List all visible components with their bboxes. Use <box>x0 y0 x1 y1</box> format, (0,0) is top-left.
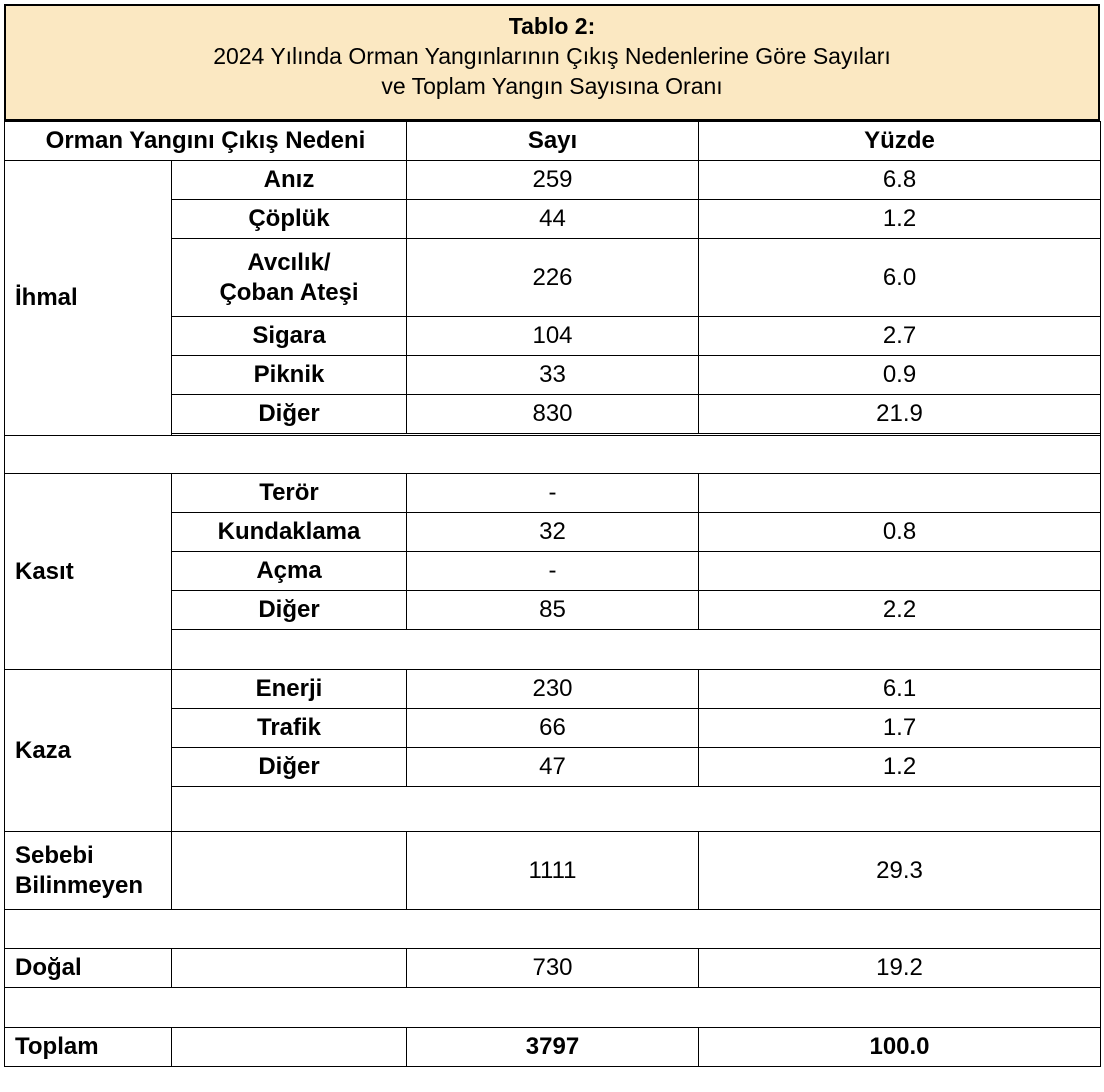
subcause-cell: Çöplük <box>172 200 407 239</box>
header-count: Sayı <box>407 122 699 161</box>
gap-row <box>5 910 1101 949</box>
count-cell: 85 <box>407 591 699 630</box>
table-row <box>5 832 1101 910</box>
percent-cell: 6.8 <box>699 161 1101 200</box>
table-title-label: Tablo 2: <box>508 13 596 39</box>
percent-cell: 1.2 <box>699 200 1101 239</box>
gap-cell <box>172 630 1101 670</box>
total-row <box>5 1028 1101 1067</box>
table-row <box>5 474 1101 513</box>
table-row <box>5 161 1101 200</box>
count-cell: 32 <box>407 513 699 552</box>
subcause-cell: Kundaklama <box>172 513 407 552</box>
percent-cell <box>699 552 1101 591</box>
count-cell: 44 <box>407 200 699 239</box>
table-title-line3: ve Toplam Yangın Sayısına Oranı <box>381 73 723 99</box>
count-cell: 226 <box>407 239 699 317</box>
table-row <box>5 949 1101 988</box>
percent-cell: 1.7 <box>699 709 1101 748</box>
percent-cell: 0.9 <box>699 356 1101 395</box>
header-percent: Yüzde <box>699 122 1101 161</box>
header-row <box>5 122 1101 161</box>
gap-cell <box>172 787 1101 832</box>
percent-cell: 6.1 <box>699 670 1101 709</box>
count-cell: - <box>407 552 699 591</box>
subcause-cell <box>172 239 407 317</box>
total-percent-cell: 100.0 <box>699 1028 1101 1067</box>
subcause-cell: Diğer <box>172 748 407 787</box>
subcause-line2: Çoban Ateşi <box>219 278 359 306</box>
percent-cell: 21.9 <box>699 395 1101 434</box>
category-line2: Bilinmeyen <box>15 871 144 899</box>
category-dogal: Doğal <box>5 949 172 988</box>
category-ihmal: İhmal <box>5 161 172 436</box>
category-kasit: Kasıt <box>5 474 172 670</box>
gap-cell <box>5 988 1101 1028</box>
percent-cell: 2.7 <box>699 317 1101 356</box>
count-cell: 66 <box>407 709 699 748</box>
empty-cell <box>172 949 407 988</box>
empty-cell <box>172 832 407 910</box>
subcause-cell: Anız <box>172 161 407 200</box>
subcause-cell: Enerji <box>172 670 407 709</box>
percent-cell: 29.3 <box>699 832 1101 910</box>
count-cell: 104 <box>407 317 699 356</box>
count-cell: 730 <box>407 949 699 988</box>
percent-cell: 1.2 <box>699 748 1101 787</box>
gap-row <box>5 436 1101 474</box>
table-title-line2: 2024 Yılında Orman Yangınlarının Çıkış Nedenlerine Göre Sayıları <box>213 43 891 69</box>
count-cell: 230 <box>407 670 699 709</box>
count-cell: 33 <box>407 356 699 395</box>
subcause-cell: Trafik <box>172 709 407 748</box>
category-toplam: Toplam <box>5 1028 172 1067</box>
subcause-cell: Piknik <box>172 356 407 395</box>
subcause-cell: Diğer <box>172 395 407 434</box>
percent-cell: 2.2 <box>699 591 1101 630</box>
percent-cell: 0.8 <box>699 513 1101 552</box>
subcause-cell: Açma <box>172 552 407 591</box>
percent-cell: 19.2 <box>699 949 1101 988</box>
category-sebebi-bilinmeyen <box>5 832 172 910</box>
total-count-cell: 3797 <box>407 1028 699 1067</box>
count-cell: 47 <box>407 748 699 787</box>
percent-cell <box>699 474 1101 513</box>
subcause-cell: Terör <box>172 474 407 513</box>
subcause-cell: Diğer <box>172 591 407 630</box>
category-line1: Sebebi <box>15 841 94 869</box>
table-container <box>4 4 1100 1067</box>
percent-cell: 6.0 <box>699 239 1101 317</box>
table-row <box>5 670 1101 709</box>
count-cell: 1111 <box>407 832 699 910</box>
count-cell: 259 <box>407 161 699 200</box>
category-kaza: Kaza <box>5 670 172 832</box>
empty-cell <box>172 1028 407 1067</box>
gap-row <box>5 988 1101 1028</box>
subcause-line1: Avcılık/ <box>247 248 331 276</box>
gap-cell <box>5 436 1101 474</box>
count-cell: 830 <box>407 395 699 434</box>
gap-cell <box>5 910 1101 949</box>
count-cell: - <box>407 474 699 513</box>
cause-table <box>4 121 1101 1067</box>
header-cause: Orman Yangını Çıkış Nedeni <box>5 122 407 161</box>
subcause-cell: Sigara <box>172 317 407 356</box>
table-title-box <box>4 4 1100 121</box>
